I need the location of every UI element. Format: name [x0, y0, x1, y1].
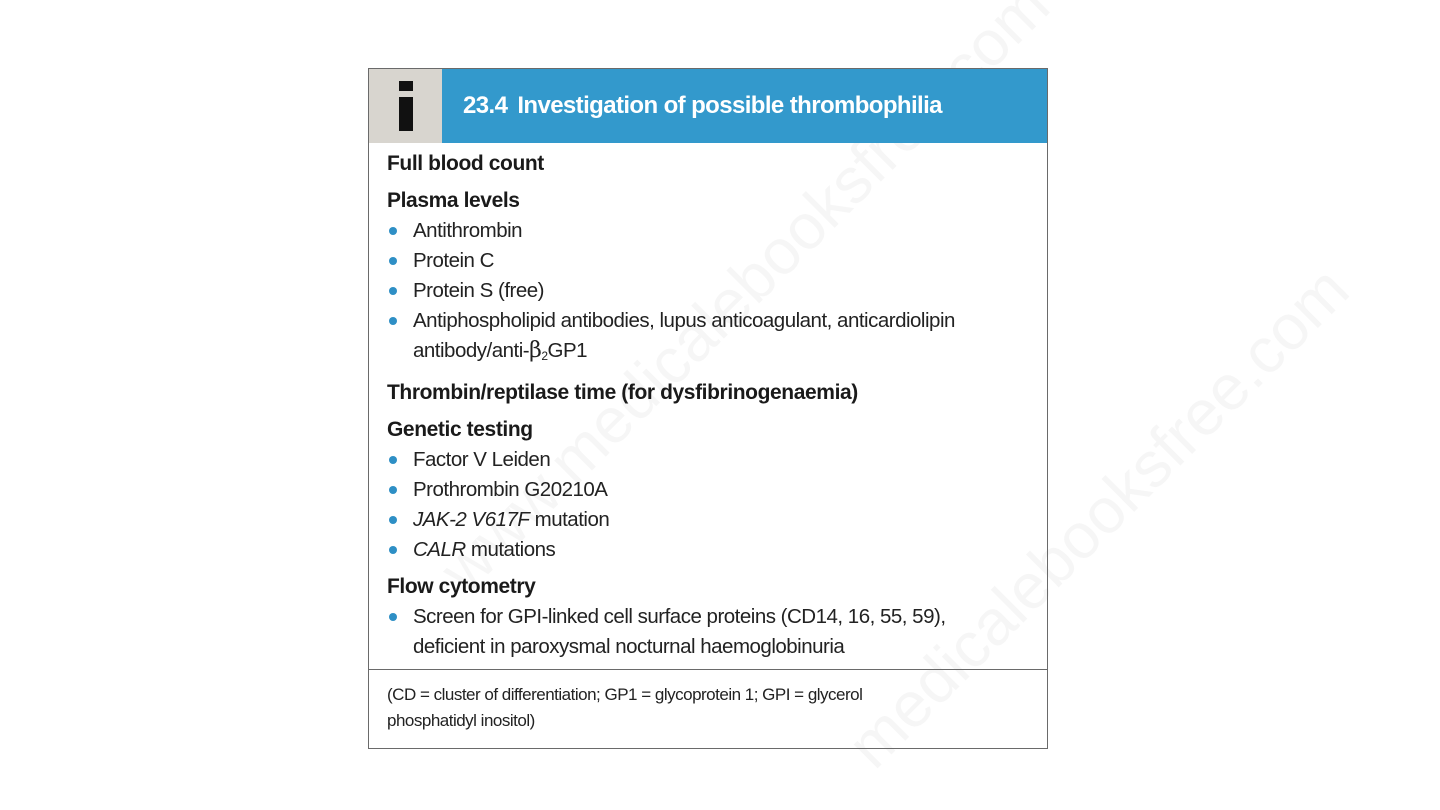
list-item-text: antibody/anti-: [413, 339, 530, 362]
list-item-text: mutations: [465, 538, 556, 561]
heading-genetic-testing: Genetic testing: [387, 418, 533, 441]
box-footnote: [369, 669, 1047, 748]
list-item: [387, 246, 1029, 276]
heading-thrombin-time: Thrombin/reptilase time (for dysfibrinogenaemia): [387, 381, 858, 404]
footnote-text: phosphatidyl inositol): [387, 711, 535, 730]
heading-flow-cytometry: Flow cytometry: [387, 575, 536, 598]
list-item: [387, 602, 1029, 662]
list-item-text: mutation: [529, 508, 610, 531]
bullet-icon: [389, 613, 397, 621]
beta-symbol: β: [529, 338, 542, 363]
list-item: [387, 306, 1029, 371]
bullet-icon: [389, 257, 397, 265]
list-item-text: Antiphospholipid antibodies, lupus anticoagulant, anticardiolipin: [413, 309, 955, 332]
info-box: [368, 68, 1048, 749]
box-title-text: Investigation of possible thrombophilia: [517, 92, 942, 119]
heading-full-blood-count: Full blood count: [387, 152, 544, 175]
subscript: 2: [541, 349, 548, 363]
icon-cell: [369, 69, 442, 143]
list-item-text: Antithrombin: [413, 219, 523, 242]
box-title-number: 23.4: [463, 92, 508, 119]
footnote-text: (CD = cluster of differentiation; GP1 = glycoprotein 1; GPI = glycerol: [387, 685, 863, 704]
flow-cytometry-list: [387, 602, 1029, 662]
plasma-levels-list: [387, 216, 1029, 371]
bullet-icon: [389, 486, 397, 494]
bullet-icon: [389, 456, 397, 464]
list-item-text: Protein S (free): [413, 279, 544, 302]
list-item: [387, 505, 1029, 535]
box-content: [387, 149, 1029, 662]
bullet-icon: [389, 516, 397, 524]
list-item-text: deficient in paroxysmal nocturnal haemoglobinuria: [413, 635, 845, 658]
list-item: [387, 535, 1029, 565]
genetic-testing-list: [387, 445, 1029, 565]
bullet-icon: [389, 546, 397, 554]
list-item: [387, 475, 1029, 505]
list-item: [387, 276, 1029, 306]
bullet-icon: [389, 317, 397, 325]
bullet-icon: [389, 227, 397, 235]
gene-name: JAK-2 V617F: [413, 508, 530, 531]
list-item: [387, 216, 1029, 246]
list-item-text: Screen for GPI-linked cell surface proteins (CD14, 16, 55, 59),: [413, 605, 946, 628]
box-header: [369, 69, 1047, 143]
list-item-text: GP1: [547, 339, 588, 362]
heading-plasma-levels: Plasma levels: [387, 189, 520, 212]
list-item-text: Prothrombin G20210A: [413, 478, 608, 501]
info-icon: [399, 81, 413, 131]
box-title: [442, 69, 1047, 143]
list-item-text: Factor V Leiden: [413, 448, 551, 471]
list-item: [387, 445, 1029, 475]
bullet-icon: [389, 287, 397, 295]
list-item-text: Protein C: [413, 249, 494, 272]
gene-name: CALR: [413, 538, 466, 561]
